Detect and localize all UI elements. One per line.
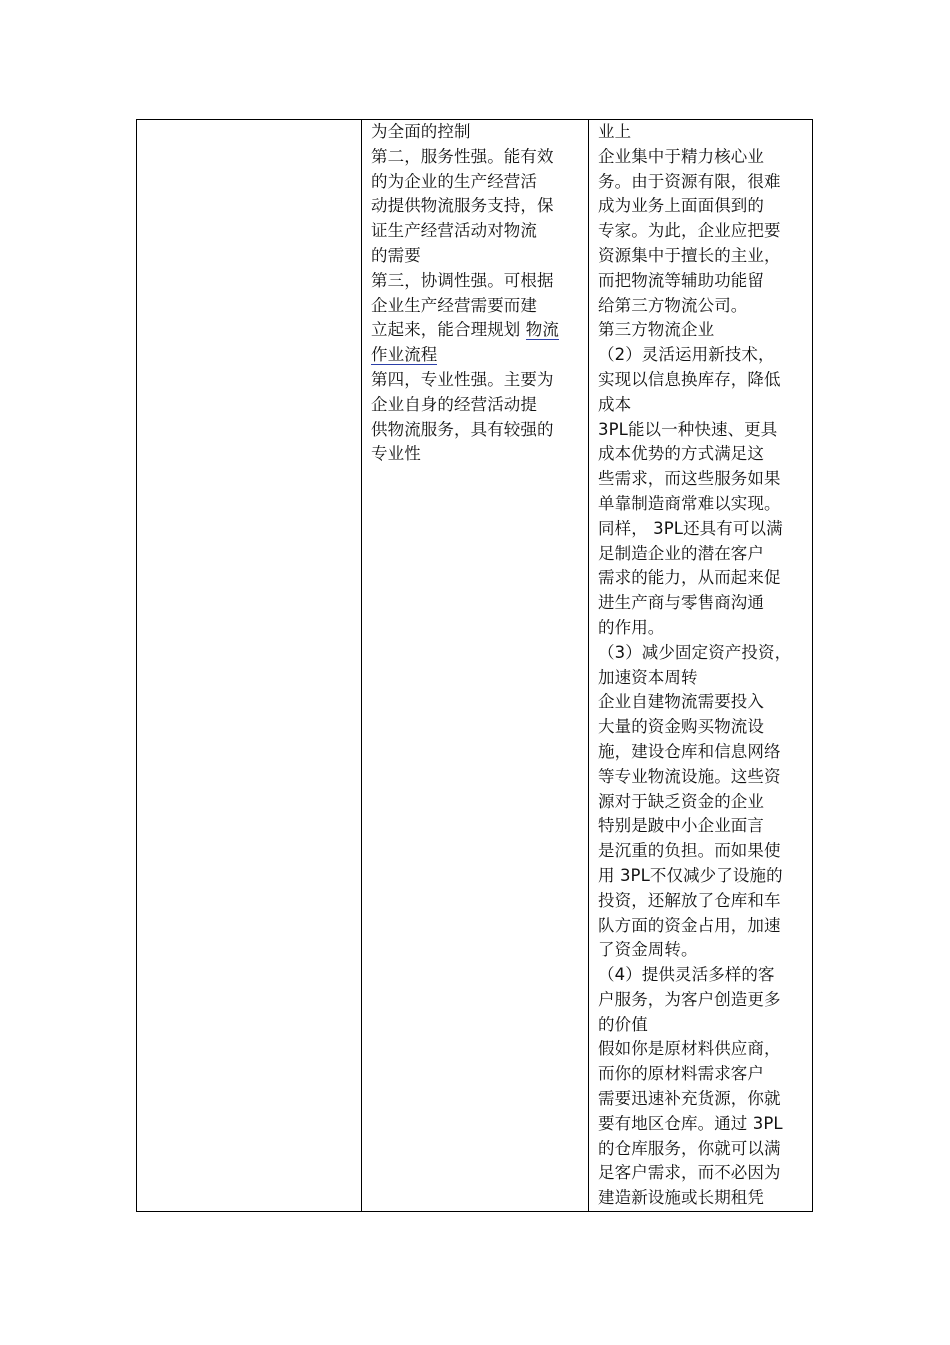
table-column-1 [137,120,362,1211]
text-line: 为全面的控制 [371,122,471,141]
text-line: 的价值 [598,1014,648,1034]
text-line: 企业生产经营需要而建 [371,295,537,315]
text-line: 足客户需求，而不必因为 [598,1163,781,1183]
text-line: 用 3PL不仅减少了设施的 [598,865,783,885]
text-line: 成本 [598,394,632,414]
text-line: 企业自身的经营活动提 [371,394,537,414]
text-line: 成为业务上面面俱到的 [598,196,764,216]
text-line: 给第三方物流公司。 [598,295,748,315]
text-line: 企业自建物流需要投入 [598,692,764,712]
text-line: 而你的原材料需求客户 [598,1064,764,1084]
text-line: 户服务，为客户创造更多 [598,989,781,1009]
text-line: 业上 [598,122,632,141]
column-2-text [371,120,586,467]
text-line: 专业性 [371,444,421,464]
comparison-table [136,119,813,1212]
text-line: 实现以信息换库存，降低 [598,369,781,389]
text-line: 第三，协调性强。可根据 [371,270,554,290]
text-line: （2）灵活运用新技术， [598,345,775,365]
text-line: 第四，专业性强。主要为 [371,369,554,389]
text-line: 成本优势的方式满足这 [598,444,764,464]
text-line: 证生产经营活动对物流 [371,221,537,241]
text-line: 是沉重的负担。而如果使 [598,841,781,861]
text-line: 特别是跛中小企业面言 [598,816,764,836]
text-line: 施，建设仓库和信息网络 [598,741,781,761]
text-line: 要有地区仓库。通过 3PL [598,1113,783,1133]
column-3-text [598,120,810,1211]
text-line: 供物流服务，具有较强的 [371,419,554,439]
hyperlink-wuliu[interactable]: 物流 [525,320,559,340]
hyperlink-zuoye-liucheng[interactable]: 作业流程 [371,345,438,365]
text-line: 需要迅速补充货源，你就 [598,1089,781,1109]
text-line: 第二，服务性强。能有效 [371,146,554,166]
text-line: 源对于缺乏资金的企业 [598,791,764,811]
text-line: 的作用。 [598,617,665,637]
text-line: 务。由于资源有限，很难 [598,171,781,191]
text-line: （4）提供灵活多样的客 [598,965,775,985]
text-line-with-link [371,318,586,343]
text-line: 动提供物流服务支持，保 [371,196,554,216]
text-line: 企业集中于精力核心业 [598,146,764,166]
text-line: （3）减少固定资产投资， [598,642,792,662]
text-line: 队方面的资金占用，加速 [598,915,781,935]
text-line: 加速资本周转 [598,667,698,687]
text-line: 假如你是原材料供应商， [598,1039,781,1059]
table-column-2 [362,120,589,1211]
text-line: 进生产商与零售商沟通 [598,593,764,613]
text-line: 3PL能以一种快速、更具 [598,419,778,439]
text-line: 的为企业的生产经营活 [371,171,537,191]
text-segment: 立起来，能合理规划 [371,320,521,340]
text-line: 第三方物流企业 [598,320,715,340]
text-line: 足制造企业的潜在客户 [598,543,764,563]
text-line: 的仓库服务，你就可以满 [598,1138,781,1158]
text-line: 大量的资金购买物流设 [598,717,764,737]
text-line: 些需求，而这些服务如果 [598,469,781,489]
text-line: 了资金周转。 [598,940,698,960]
text-line: 等专业物流设施。这些资 [598,766,781,786]
text-line: 专家。为此，企业应把要 [598,221,781,241]
text-line: 单靠制造商常难以实现。 [598,493,781,513]
text-line: 的需要 [371,245,421,265]
text-line: 同样， 3PL还具有可以满 [598,518,783,538]
text-line: 投资，还解放了仓库和车 [598,890,781,910]
text-line: 资源集中于擅长的主业， [598,245,781,265]
text-line: 而把物流等辅助功能留 [598,270,764,290]
text-line: 需求的能力，从而起来促 [598,568,781,588]
text-line: 建造新设施或长期租凭 [598,1188,764,1208]
text-line-link-continuation [371,343,586,368]
table-column-3 [589,120,812,1211]
